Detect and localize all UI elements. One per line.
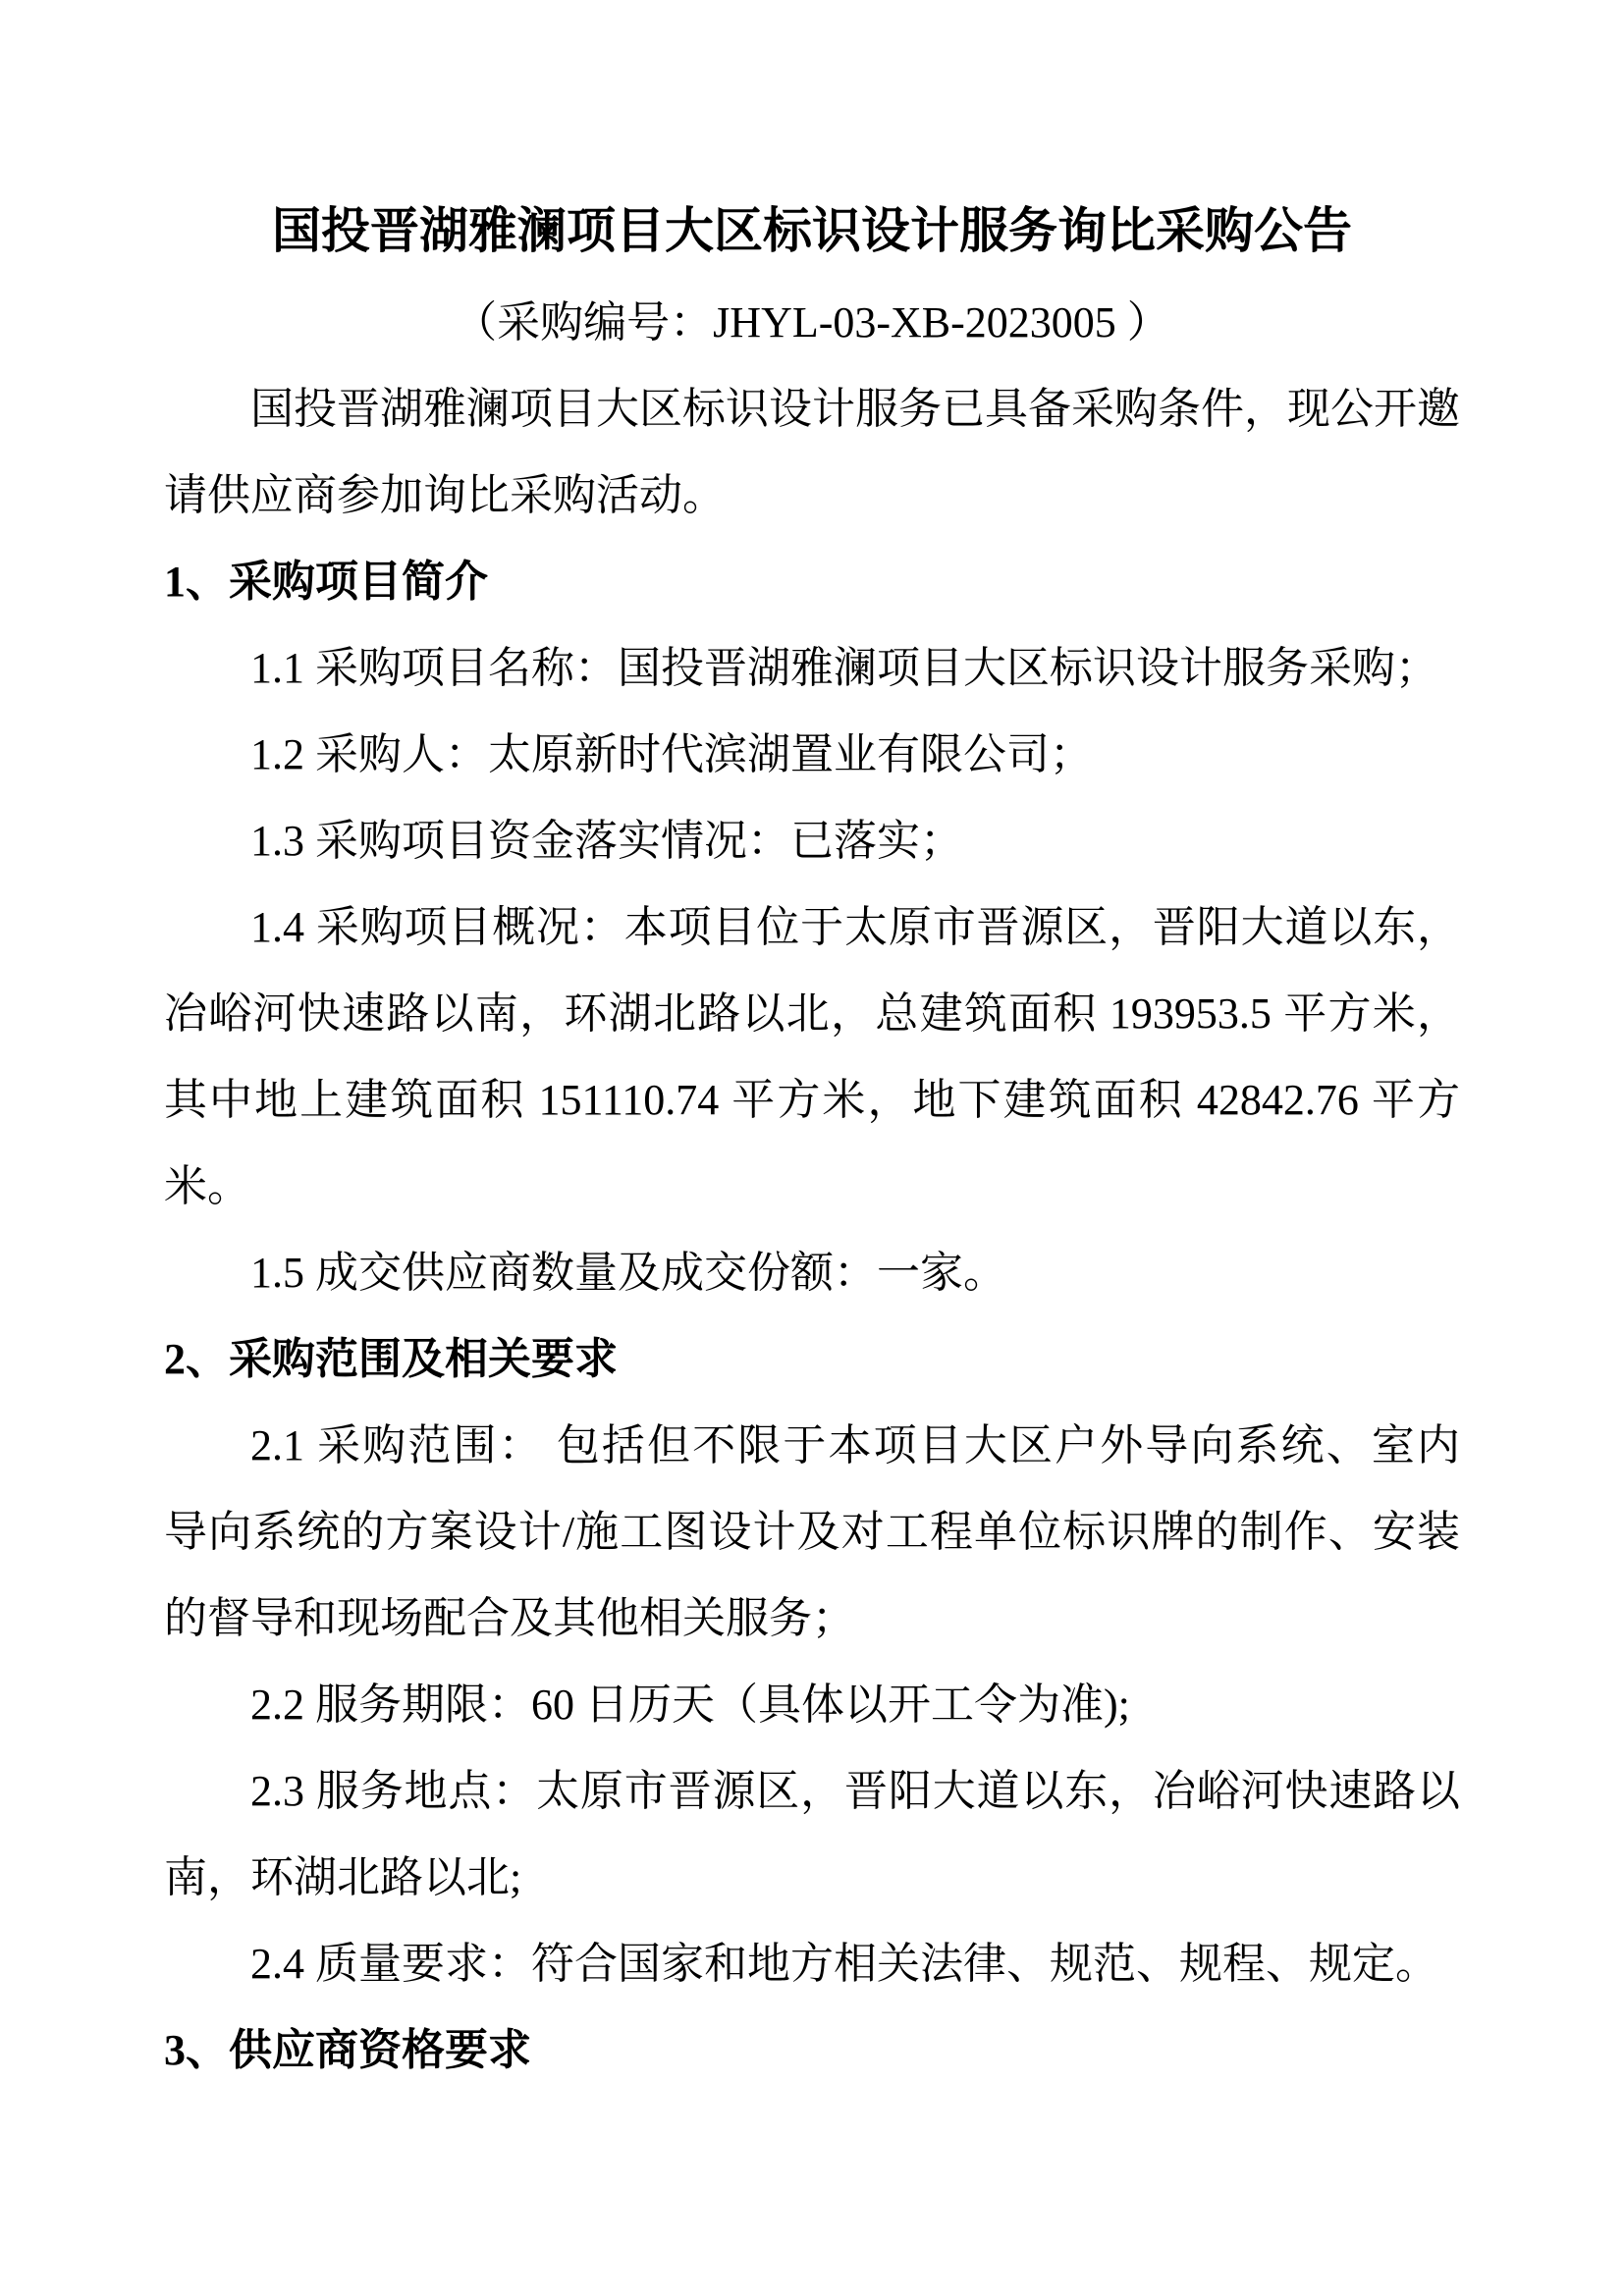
item-1-1: 1.1 采购项目名称：国投晋湖雅澜项目大区标识设计服务采购；	[250, 644, 1438, 692]
section-3-heading: 3、供应商资格要求	[164, 2026, 531, 2074]
item-1-4-line-2: 冶峪河快速路以南，环湖北路以北，总建筑面积 193953.5 平方米，	[164, 989, 1460, 1038]
item-1-4-line-4: 米。	[164, 1162, 250, 1210]
section-1-heading: 1、采购项目简介	[164, 558, 488, 606]
item-2-3-line-2: 南，环湖北路以北;	[164, 1853, 522, 1901]
item-1-3: 1.3 采购项目资金落实情况：已落实；	[250, 817, 963, 865]
document-title: 国投晋湖雅澜项目大区标识设计服务询比采购公告	[272, 203, 1352, 258]
intro-paragraph-line-1: 国投晋湖雅澜项目大区标识设计服务已具备采购条件，现公开邀	[250, 385, 1460, 433]
item-2-3-line-1: 2.3 服务地点：太原市晋源区，晋阳大道以东，冶峪河快速路以	[250, 1767, 1460, 1815]
item-1-4-line-1: 1.4 采购项目概况：本项目位于太原市晋源区，晋阳大道以东，	[250, 903, 1460, 951]
item-2-2: 2.2 服务期限：60 日历天（具体以开工令为准);	[250, 1681, 1130, 1729]
item-2-4: 2.4 质量要求：符合国家和地方相关法律、规范、规程、规定。	[250, 1940, 1438, 1988]
item-1-5: 1.5 成交供应商数量及成交份额：一家。	[250, 1249, 1006, 1297]
intro-paragraph-line-2: 请供应商参加询比采购活动。	[164, 471, 726, 519]
item-2-1-line-1: 2.1 采购范围： 包括但不限于本项目大区户外导向系统、室内	[250, 1421, 1460, 1469]
item-1-2: 1.2 采购人：太原新时代滨湖置业有限公司；	[250, 730, 1093, 778]
procurement-number: （采购编号：JHYL-03-XB-2023005 ）	[454, 298, 1170, 347]
item-1-4-line-3: 其中地上建筑面积 151110.74 平方米，地下建筑面积 42842.76 平方	[164, 1076, 1460, 1124]
item-2-1-line-3: 的督导和现场配合及其他相关服务；	[164, 1594, 855, 1642]
section-2-heading: 2、采购范围及相关要求	[164, 1335, 618, 1383]
item-2-1-line-2: 导向系统的方案设计/施工图设计及对工程单位标识牌的制作、安装	[164, 1508, 1460, 1556]
